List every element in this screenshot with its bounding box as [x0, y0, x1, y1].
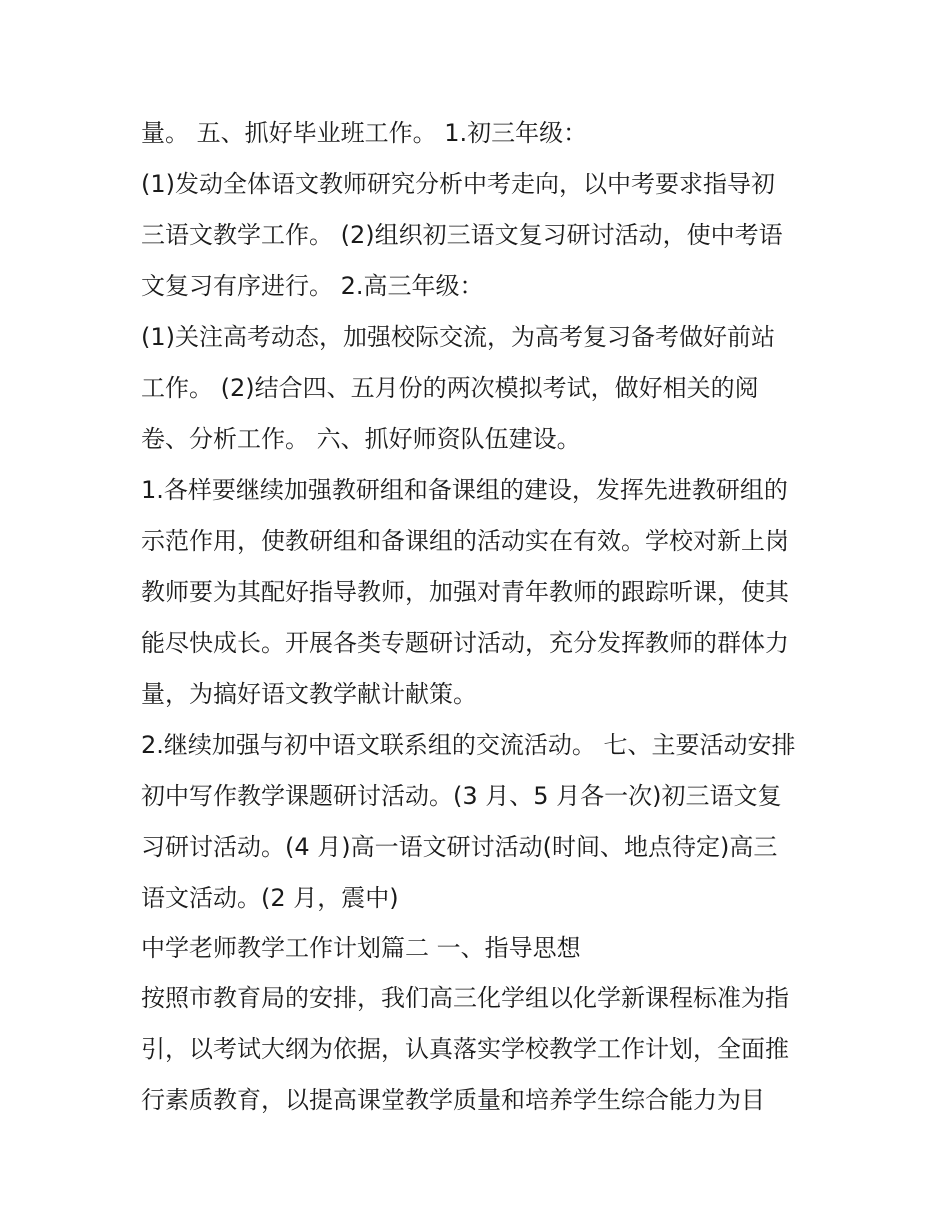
text-line: 卷、分析工作。 六、抓好师资队伍建设。	[141, 425, 581, 453]
text-line: 语文活动。(2 月，震中)	[141, 884, 399, 912]
text-line: 教师要为其配好指导教师，加强对青年教师的跟踪听课，使其	[141, 578, 789, 606]
text-line: 量，为搞好语文教学献计献策。	[141, 680, 477, 708]
text-line: 示范作用，使教研组和备课组的活动实在有效。学校对新上岗	[141, 527, 789, 555]
text-line: 量。 五、抓好毕业班工作。 1.初三年级：	[141, 119, 588, 147]
body-text	[141, 108, 841, 1126]
text-line: 1.各样要继续加强教研组和备课组的建设，发挥先进教研组的	[141, 476, 788, 504]
section-heading: 中学老师教学工作计划篇二 一、指导思想	[141, 934, 581, 962]
text-line: 习研讨活动。(4 月)高一语文研讨活动(时间、地点待定)高三	[141, 833, 778, 861]
text-line: 能尽快成长。开展各类专题研讨活动，充分发挥教师的群体力	[141, 629, 789, 657]
text-line: 文复习有序进行。 2.高三年级：	[141, 272, 484, 300]
text-line: 按照市教育局的安排，我们高三化学组以化学新课程标准为指	[141, 984, 789, 1012]
text-line: 引，以考试大纲为依据，认真落实学校教学工作计划，全面推	[141, 1035, 789, 1063]
text-line: 2.继续加强与初中语文联系组的交流活动。 七、主要活动安排	[141, 731, 796, 759]
text-line: 行素质教育，以提高课堂教学质量和培养学生综合能力为目	[141, 1086, 765, 1114]
text-line: (1)关注高考动态，加强校际交流，为高考复习备考做好前站	[141, 323, 775, 351]
text-line: 三语文教学工作。 (2)组织初三语文复习研讨活动，使中考语	[141, 221, 783, 249]
text-line: 工作。 (2)结合四、五月份的两次模拟考试，做好相关的阅	[141, 374, 759, 402]
text-line: (1)发动全体语文教师研究分析中考走向，以中考要求指导初	[141, 170, 775, 198]
text-line: 初中写作教学课题研讨活动。(3 月、5 月各一次)初三语文复	[141, 782, 782, 810]
